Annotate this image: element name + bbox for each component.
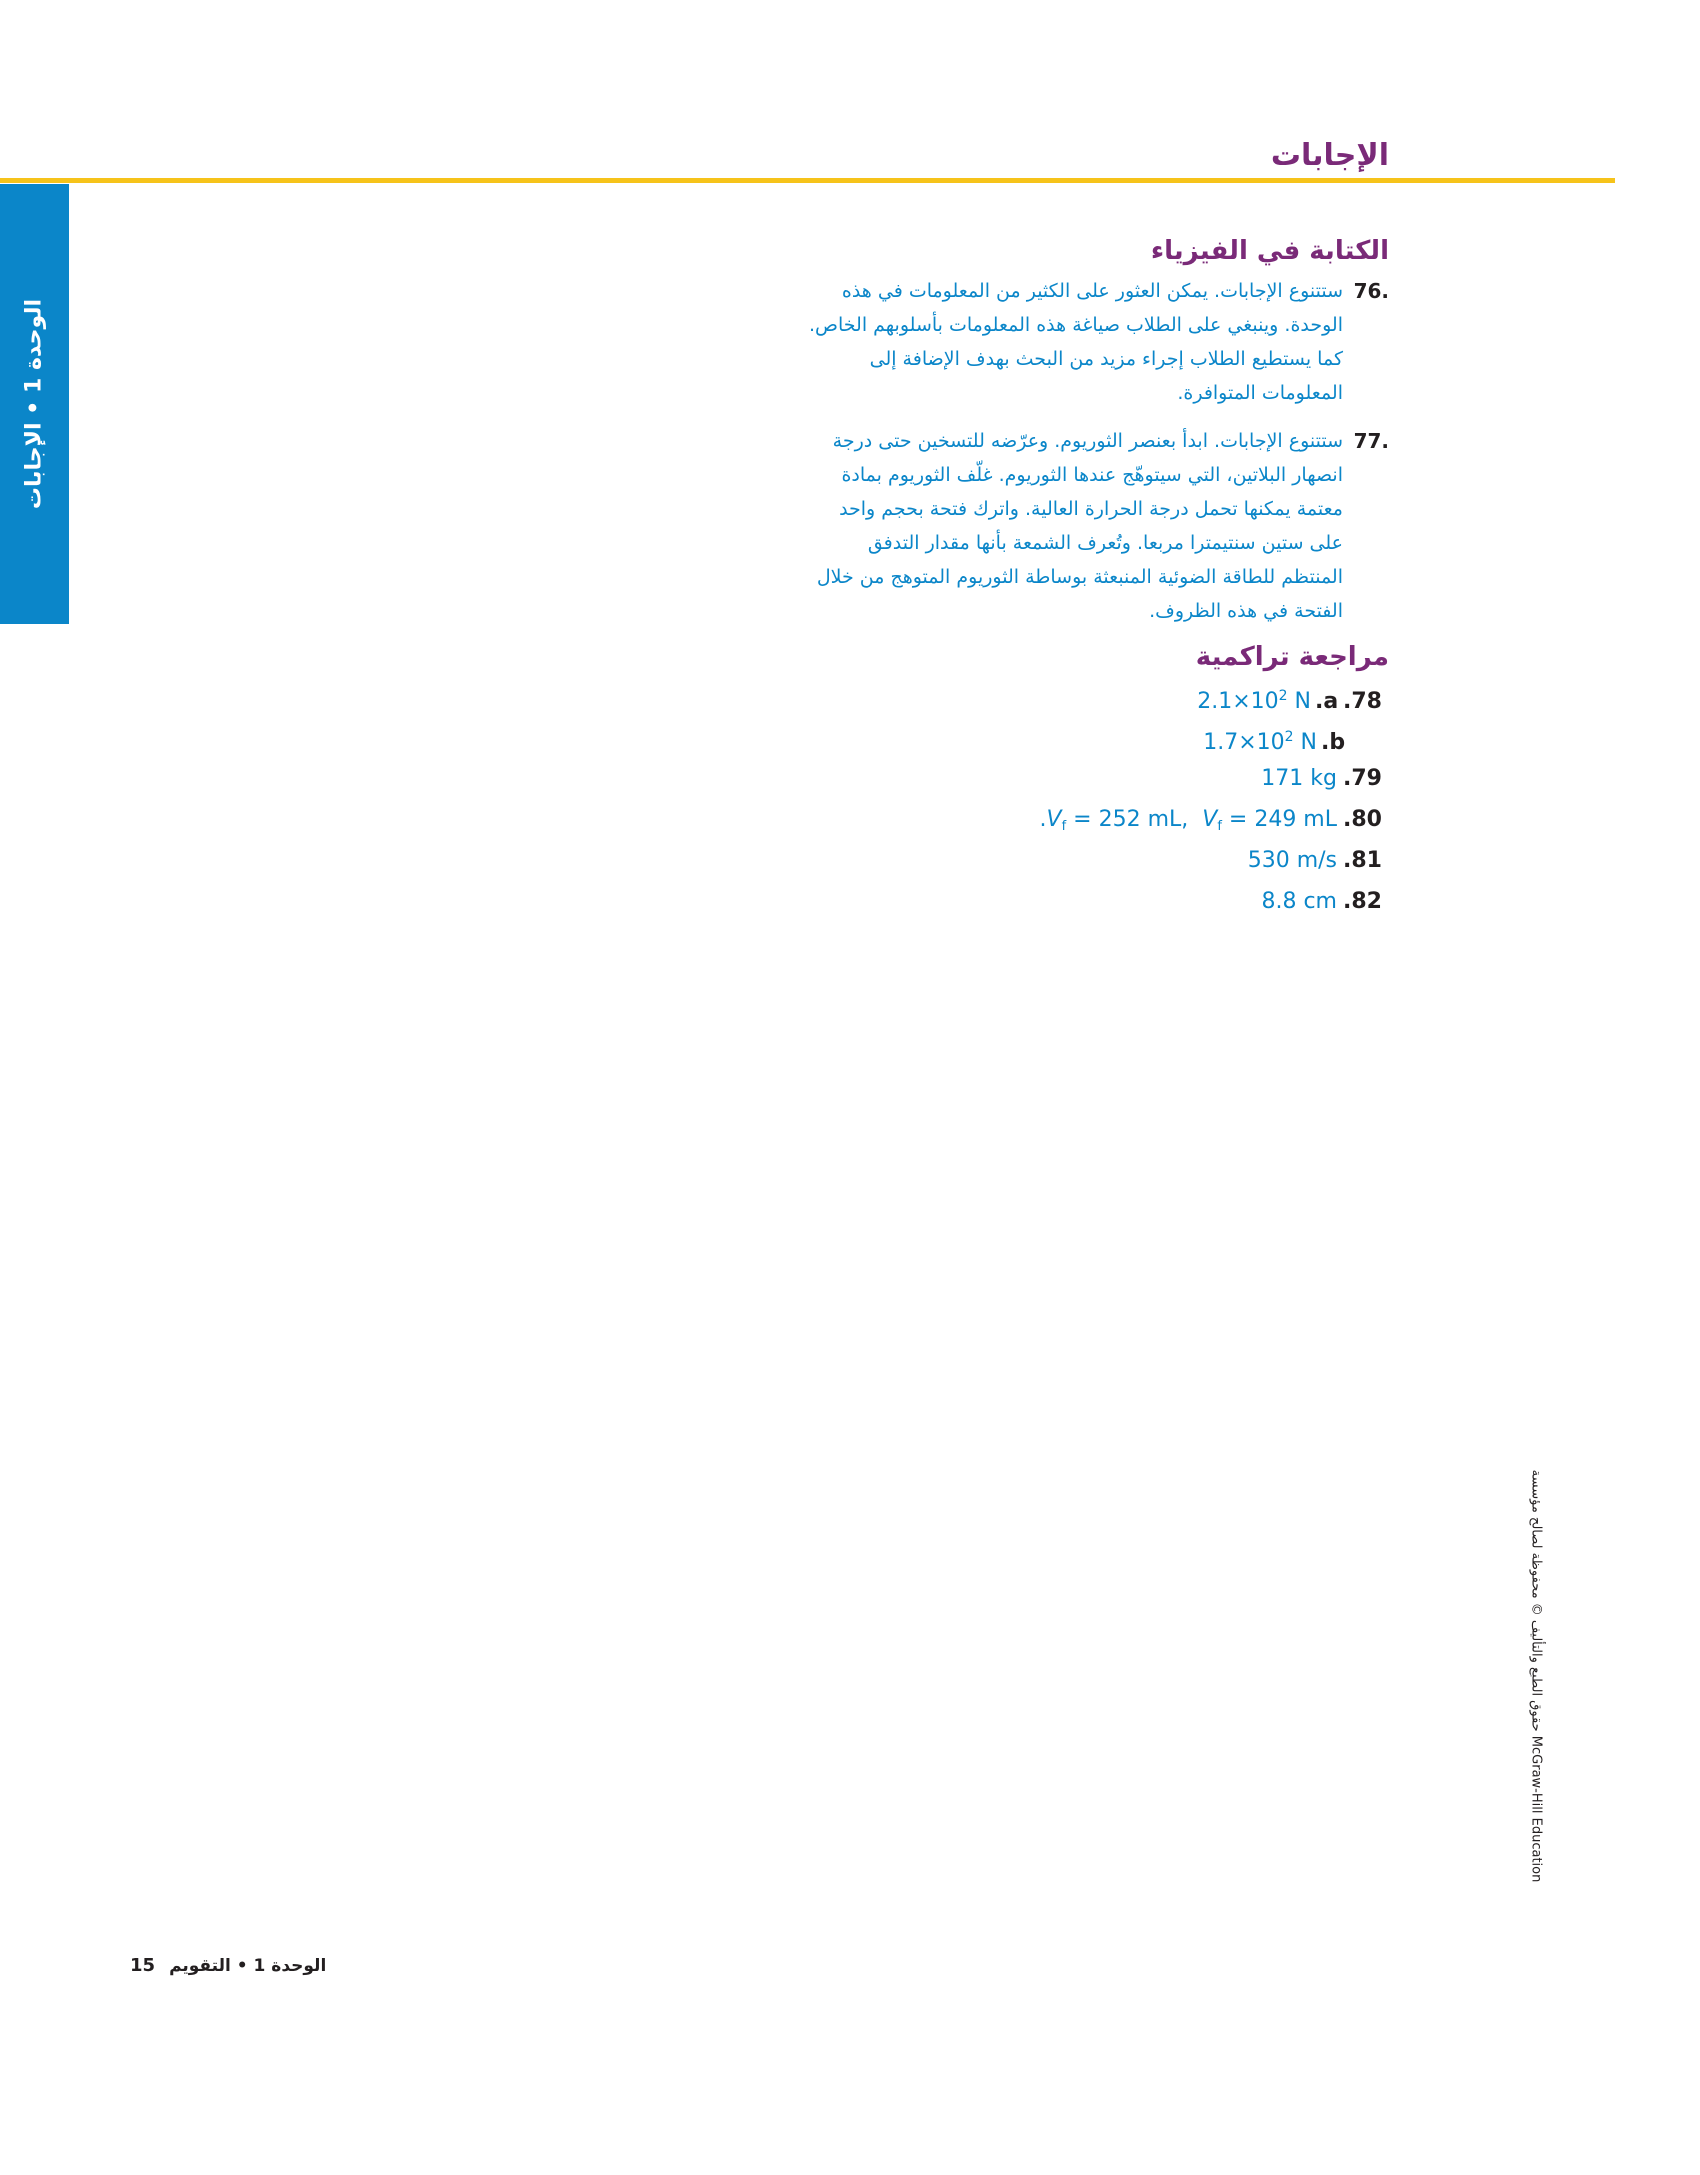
answer-part-label: .a: [1315, 689, 1339, 714]
answer-78a: [789, 676, 1389, 717]
answer-number: .80: [1343, 807, 1382, 832]
page-number: 15: [130, 1955, 156, 1976]
answer-78b: [789, 717, 1389, 758]
review-section-heading: مراجعة تراكمية: [1195, 642, 1389, 672]
question-answer-text: ستتنوع الإجابات. ابدأ بعنصر الثوريوم. وعرّضه للتسخين حتى درجة انصهار البلاتين، التي سيتوهّج عندها الثوريوم. غلّف الثوريوم بمادة معتمة يمكنها تحمل درجة الحرارة العالية. واترك فتحة بحجم واحد على ستين سنتيمترا مربعا. وتُعرف الشمعة بأنها مقدار التدفق المنتظم للطاقة الضوئية المنبعثة بوساطة الثوريوم المتوهج من خلال الفتحة في هذه الظروف.: [816, 430, 1343, 622]
page-footer: [130, 1955, 326, 1976]
answer-80: [789, 799, 1389, 840]
question-number: 76.: [1353, 279, 1389, 303]
answer-value: $1.7\times 10^2$ N: [1203, 729, 1317, 755]
answers-content: [789, 236, 1389, 922]
answer-82: [789, 881, 1389, 922]
page-title: الإجابات: [1270, 138, 1389, 173]
side-tab-label: الوحدة 1 • الإجابات: [21, 298, 47, 510]
copyright-notice: حقوق الطبع والتأليف © محفوظة لصالح مؤسسة McGraw-Hill Education: [1528, 1469, 1544, 1883]
writing-section-heading: الكتابة في الفيزياء: [1150, 236, 1389, 266]
answer-number: .81: [1343, 848, 1382, 873]
answer-number: .79: [1343, 766, 1382, 791]
answer-value: $.V_f = 252$ mL, $V_f = 249$ mL: [1039, 807, 1337, 834]
answer-value: 8.8 cm: [1261, 889, 1337, 914]
question-76: [789, 274, 1389, 410]
answer-number: .82: [1343, 889, 1382, 914]
answer-value: $2.1\times 10^2$ N: [1197, 688, 1311, 714]
question-number: 77.: [1353, 429, 1389, 453]
answer-number: .78: [1343, 689, 1382, 714]
question-77: [789, 424, 1389, 628]
answer-part-label: .b: [1321, 730, 1346, 755]
answer-value: 171 kg: [1261, 766, 1337, 791]
title-rule: [0, 178, 1615, 183]
answer-value: 530 m/s: [1247, 848, 1337, 873]
question-answer-text: ستتنوع الإجابات. يمكن العثور على الكثير من المعلومات في هذه الوحدة. وينبغي على الطلاب صياغة هذه المعلومات بأسلوبهم الخاص. كما يستطيع الطلاب إجراء مزيد من البحث بهدف الإضافة إلى المعلومات المتوافرة.: [808, 280, 1343, 404]
footer-label: الوحدة 1 • التقويم: [169, 1955, 327, 1976]
answer-79: [789, 758, 1389, 799]
